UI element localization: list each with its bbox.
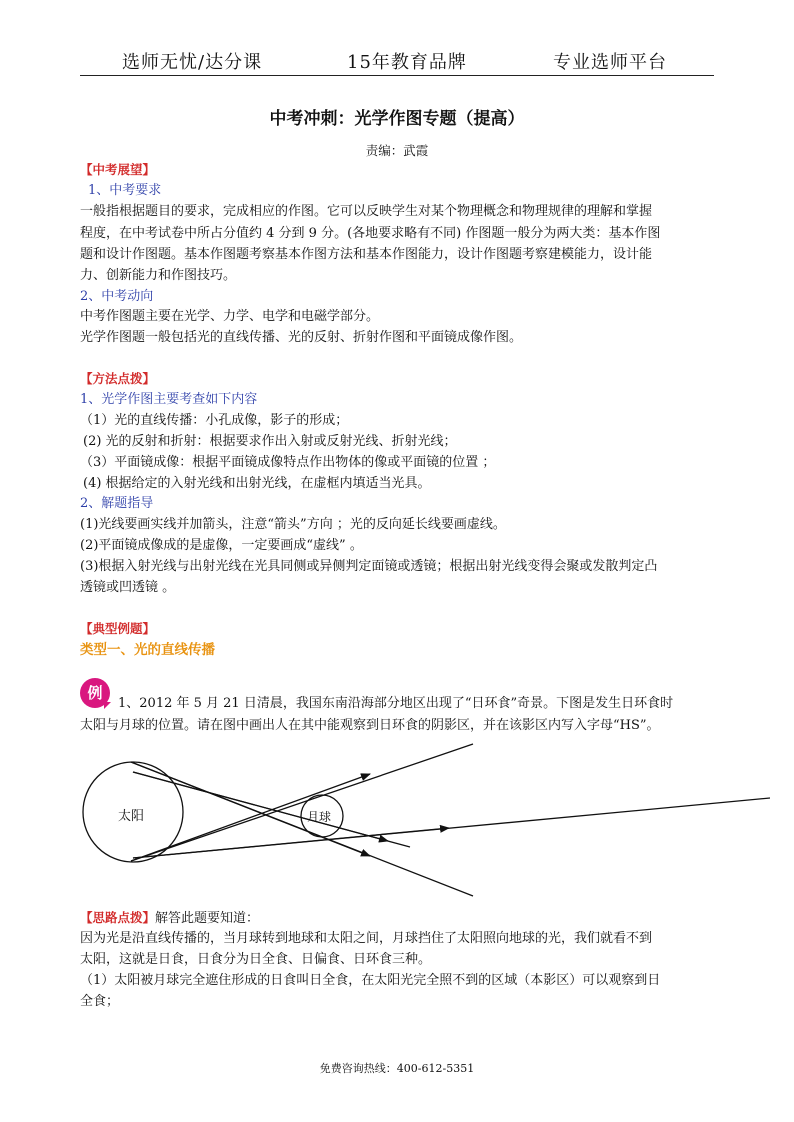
- method-subheading: 1、光学作图主要考查如下内容: [80, 392, 258, 407]
- guidance-tip: (2)平面镜成像成的是虚像，一定要画成“虚线” 。: [80, 538, 363, 553]
- hint-line: 全食；: [80, 994, 120, 1009]
- hint-line: 因为光是沿直线传播的，当月球转到地球和太阳之间，月球挡住了太阳照向地球的光，我们就看不到: [80, 931, 653, 946]
- light-ray-arrow: [133, 772, 388, 841]
- hint-line: 太阳，这就是日食，日食分为日全食、日偏食、日环食三种。: [80, 952, 432, 967]
- question-line: 1、2012 年 5 月 21 日清晨，我国东南沿海部分地区出现了“日环食”奇景。下图是发生日环食时: [118, 696, 674, 711]
- requirements-line: 一般指根据题目的要求，完成相应的作图。它可以反映学生对某个物理概念和物理规律的理解和掌握: [80, 204, 653, 219]
- trend-line: 中考作图题主要在光学、力学、电学和电磁学部分。: [80, 309, 380, 324]
- light-ray-arrow: [131, 762, 370, 856]
- editor-line: 责编：武霞: [365, 143, 429, 158]
- light-ray-arrow: [131, 774, 370, 861]
- requirements-line: 程度，在中考试卷中所占分值约 4 分到 9 分。(各地要求略有不同) 作图题一般分为两大类：基本作图: [80, 226, 661, 241]
- header-right: 专业选师平台: [553, 52, 667, 73]
- guidance-tip: 透镜或凹透镜 。: [80, 580, 176, 595]
- guidance-tip: (3)根据入射光线与出射光线在光具同侧或异侧判定面镜或透镜；根据出射光线变得会聚或发散判定凸: [80, 559, 658, 574]
- outlook-heading: 【中考展望】: [80, 162, 156, 177]
- guidance-tip: (1)光线要画实线并加箭头，注意“箭头”方向 ；光的反向延长线要画虚线。: [80, 517, 506, 532]
- requirements-line: 题和设计作图题。基本作图题考察基本作图方法和基本作图能力，设计作图题考察建模能力，设计能: [80, 247, 653, 262]
- hint-line: （1）太阳被月球完全遮住形成的日食叫日全食，在太阳光完全照不到的区域（本影区）可以观察到日: [80, 973, 661, 988]
- type-one-heading: 类型一、光的直线传播: [80, 642, 215, 658]
- method-item: （1）光的直线传播：小孔成像，影子的形成；: [80, 413, 349, 428]
- example-badge: 例: [80, 678, 110, 708]
- guidance-heading: 2、解题指导: [80, 496, 154, 511]
- trend-heading: 2、中考动向: [80, 289, 154, 304]
- method-item: (2) 光的反射和折射：根据要求作出入射或反射光线、折射光线；: [83, 434, 457, 449]
- hint-line: [80, 907, 259, 930]
- footer-hotline: 免费咨询热线：400-612-5351: [319, 1062, 475, 1075]
- method-heading: 【方法点拨】: [80, 371, 156, 386]
- moon-label: 月球: [307, 810, 332, 824]
- header-center: 15年教育品牌: [347, 52, 467, 73]
- requirements-line: 力、创新能力和作图技巧。: [80, 268, 237, 283]
- page-title: 中考冲刺：光学作图专题（提高）: [269, 109, 525, 129]
- requirements-heading: 1、中考要求: [88, 183, 162, 198]
- header-left: 选师无忧/达分课: [122, 52, 263, 73]
- method-item: (4) 根据给定的入射光线和出射光线，在虚框内填适当光具。: [83, 476, 431, 491]
- question-line: 太阳与月球的位置。请在图中画出人在其中能观察到日环食的阴影区，并在该影区内写入字母“HS”。: [80, 718, 660, 733]
- hint-heading: 【思路点拨】: [80, 910, 156, 925]
- examples-heading: 【典型例题】: [80, 621, 156, 636]
- sun-label: 太阳: [118, 809, 145, 824]
- hint-intro: 解答此题要知道：: [155, 911, 260, 926]
- method-item: （3）平面镜成像：根据平面镜成像特点作出物体的像或平面镜的位置 ；: [80, 455, 496, 470]
- trend-line: 光学作图题一般包括光的直线传播、光的反射、折射作图和平面镜成像作图。: [80, 330, 523, 345]
